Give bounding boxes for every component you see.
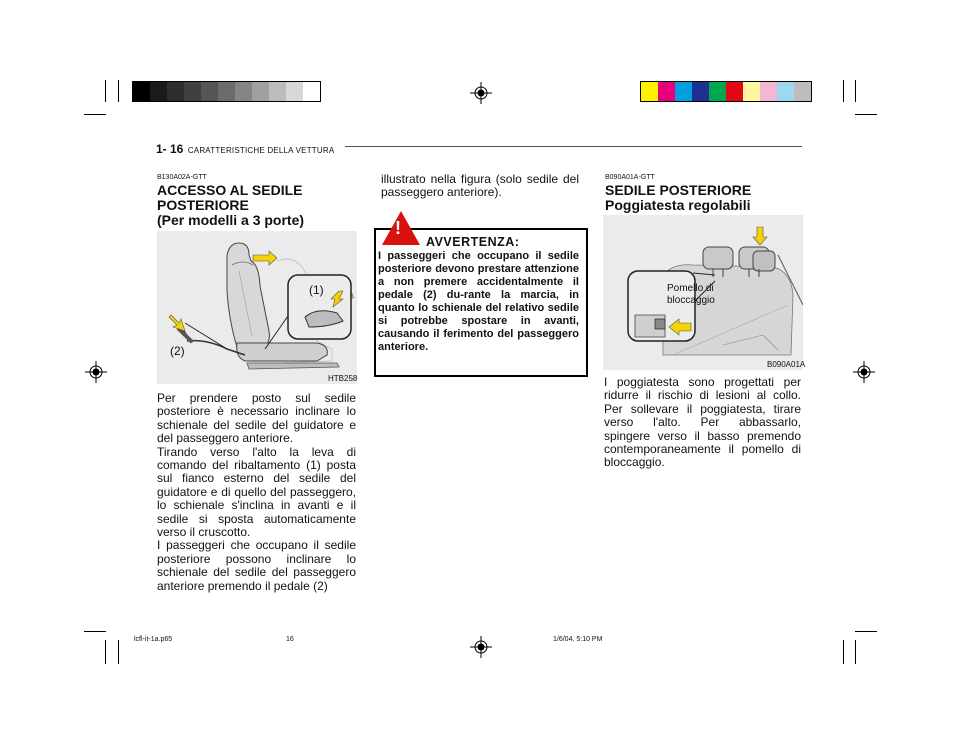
calibration-swatch (760, 82, 777, 101)
registration-mark-icon (470, 82, 492, 104)
calibration-swatch (675, 82, 692, 101)
warning-text: I passeggeri che occupano il sedile posteriore devono prestare attenzione a non premere accidentalmente il pedale (2) du-rante la marcia, in quanto lo schienale del relativo sedile si potrebbe spostare in avanti, causando il ferimento del passeggero anteriore. (378, 250, 579, 353)
registration-mark-icon (470, 636, 492, 658)
calibration-swatch (269, 82, 286, 101)
page-number: 1- 16 (156, 142, 184, 156)
warning-title: AVVERTENZA: (426, 235, 520, 249)
calibration-swatch (641, 82, 658, 101)
figure-code: B090A01A (767, 360, 806, 369)
paragraph: I passeggeri che occupano il sedile posteriore possono inclinare lo schienale del sedile del passeggero anteriore premendo il pedale (2) (157, 538, 356, 593)
label-lever-1: (1) (309, 283, 324, 297)
section-code: B090A01A-GTT (605, 174, 655, 181)
section-heading (605, 183, 751, 213)
color-calibration-bar (640, 81, 812, 102)
calibration-swatch (252, 82, 269, 101)
seat-access-figure (157, 231, 357, 384)
left-body-text (157, 392, 356, 593)
page-header (156, 140, 334, 158)
calibration-swatch (743, 82, 760, 101)
heading-line: ACCESSO AL SEDILE (157, 182, 303, 198)
right-body-text: I poggiatesta sono progettati per ridurre il rischio di lesioni al collo. Per sollevare il poggiatesta, tirare verso l'alto. Per abbassarlo, spingere verso il basso premendo contemporaneamente il pomello di bloccaggio. (604, 375, 801, 470)
heading-line: (Per modelli a 3 porte) (157, 212, 305, 228)
calibration-swatch (726, 82, 743, 101)
grayscale-calibration-bar (132, 81, 321, 102)
calibration-swatch (777, 82, 794, 101)
footer-filename: lcfl-it-1a.p65 (134, 636, 173, 643)
footer-page: 16 (286, 636, 294, 643)
paragraph: Tirando verso l'alto la leva di comando del ribaltamento (1) posta sul fianco esterno del sedile del guidatore e di quello del passeggero, lo schienale s'inclina in avanti e il sedile si sposta automaticamente verso il cruscotto. (157, 444, 356, 540)
callout-label-line: bloccaggio (667, 295, 715, 306)
front-seat-illustration (157, 231, 357, 384)
calibration-swatch (303, 82, 320, 101)
calibration-swatch (184, 82, 201, 101)
heading-line: SEDILE POSTERIORE (605, 182, 752, 198)
header-rule (345, 146, 802, 147)
calibration-swatch (709, 82, 726, 101)
callout-label-line: Pomello di (667, 283, 714, 294)
heading-line: Poggiatesta regolabili (605, 197, 751, 213)
calibration-swatch (201, 82, 218, 101)
registration-mark-icon (85, 361, 107, 383)
calibration-swatch (658, 82, 675, 101)
section-code: B130A02A-GTT (157, 174, 207, 181)
headrest-figure (603, 215, 806, 370)
section-title: CARATTERISTICHE DELLA VETTURA (187, 146, 335, 155)
figure-code: HTB258 (328, 374, 358, 383)
warning-triangle-icon (381, 210, 421, 246)
calibration-swatch (218, 82, 235, 101)
footer-date: 1/6/04, 5:10 PM (553, 636, 603, 643)
warning-symbol: ! (395, 218, 401, 238)
calibration-swatch (150, 82, 167, 101)
section-heading (157, 183, 304, 228)
paragraph: Per prendere posto sul sedile posteriore è necessario inclinare lo schienale del sedile del guidatore e del passeggero anteriore. (157, 391, 356, 446)
continuation-text: illustrato nella figura (solo sedile del passeggero anteriore). (381, 172, 579, 200)
calibration-swatch (692, 82, 709, 101)
calibration-swatch (794, 82, 811, 101)
heading-line: POSTERIORE (157, 197, 249, 213)
registration-mark-icon (853, 361, 875, 383)
calibration-swatch (133, 82, 150, 101)
label-pedal-2: (2) (170, 344, 185, 358)
calibration-swatch (167, 82, 184, 101)
calibration-swatch (235, 82, 252, 101)
calibration-swatch (286, 82, 303, 101)
